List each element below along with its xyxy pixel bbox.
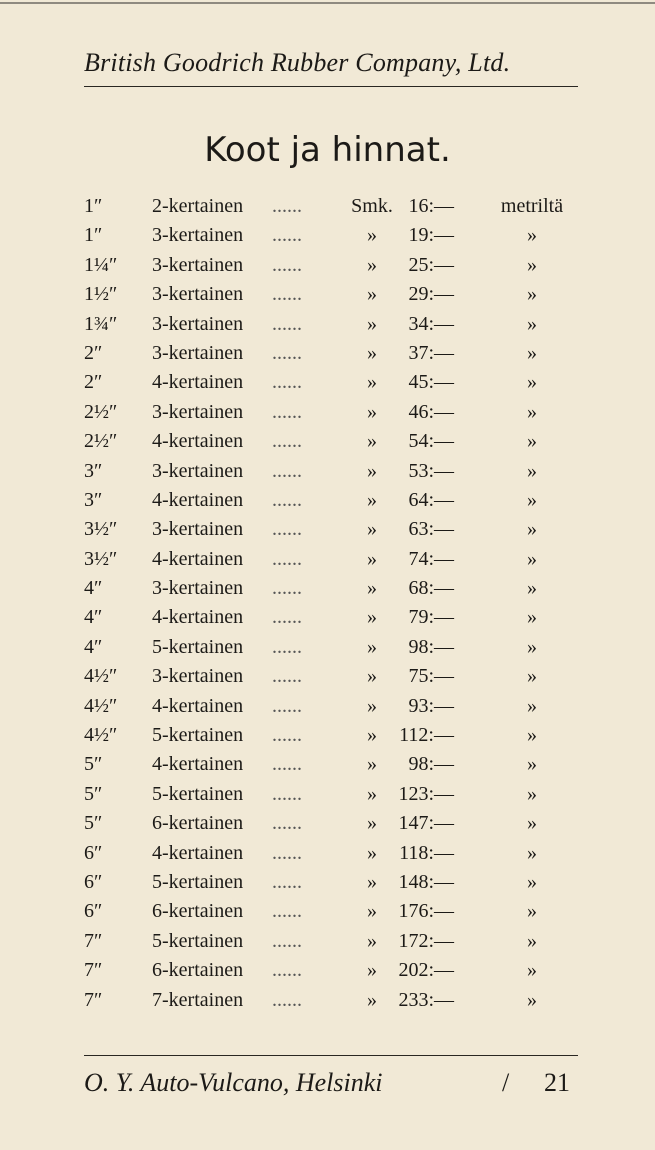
tire-size: 1½″ — [84, 283, 118, 306]
dot-leader: ...... — [272, 577, 302, 600]
currency: » — [367, 812, 377, 835]
price: 64: — [408, 488, 434, 511]
dot-leader: ...... — [272, 341, 302, 364]
tire-size: 4″ — [84, 606, 103, 629]
dot-leader: ...... — [272, 724, 302, 747]
unit-label: » — [527, 841, 537, 864]
dot-leader: ...... — [272, 606, 302, 629]
tire-size: 1″ — [84, 224, 103, 247]
dot-leader: ...... — [272, 195, 302, 217]
ply-label: 3-kertainen — [152, 341, 244, 364]
unit-label: » — [527, 929, 537, 952]
dot-leader: ...... — [272, 488, 302, 511]
ply-label: 4-kertainen — [152, 430, 244, 453]
unit-label: » — [527, 753, 537, 776]
price-dash: — — [434, 312, 454, 335]
table-row — [0, 515, 655, 544]
tire-size: 6″ — [84, 870, 103, 893]
price: 63: — [408, 518, 434, 541]
currency: » — [367, 253, 377, 276]
ply-label: 3-kertainen — [152, 224, 244, 247]
dot-leader: ...... — [272, 312, 302, 335]
tire-size: 6″ — [84, 900, 103, 923]
currency: » — [367, 371, 377, 394]
dot-leader: ...... — [272, 635, 302, 658]
unit-label: » — [527, 900, 537, 923]
currency: » — [367, 841, 377, 864]
unit-label: » — [527, 283, 537, 306]
unit-label: » — [527, 782, 537, 805]
price: 19: — [408, 224, 434, 247]
dot-leader: ...... — [272, 224, 302, 247]
ply-label: 7-kertainen — [152, 988, 244, 1011]
tire-size: 6″ — [84, 841, 103, 864]
price-dash: — — [434, 694, 454, 717]
tire-size: 4½″ — [84, 724, 118, 747]
price-dash: — — [434, 547, 454, 570]
ply-label: 6-kertainen — [152, 959, 244, 982]
unit-label: » — [527, 694, 537, 717]
tire-size: 4½″ — [84, 694, 118, 717]
price: 233: — [398, 988, 434, 1011]
price-dash: — — [434, 253, 454, 276]
dot-leader: ...... — [272, 900, 302, 923]
tire-size: 2″ — [84, 371, 103, 394]
price-dash: — — [434, 929, 454, 952]
dot-leader: ...... — [272, 959, 302, 982]
currency: » — [367, 870, 377, 893]
currency: » — [367, 577, 377, 600]
dot-leader: ...... — [272, 782, 302, 805]
price-dash: — — [434, 870, 454, 893]
unit-label: » — [527, 224, 537, 247]
price-dash: — — [434, 224, 454, 247]
dot-leader: ...... — [272, 870, 302, 893]
ply-label: 5-kertainen — [152, 870, 244, 893]
unit-label: » — [527, 400, 537, 423]
price: 25: — [408, 253, 434, 276]
table-row — [0, 956, 655, 985]
top-border-line — [0, 2, 655, 4]
ply-label: 3-kertainen — [152, 518, 244, 541]
price: 29: — [408, 283, 434, 306]
table-row — [0, 368, 655, 397]
currency: » — [367, 900, 377, 923]
table-row — [0, 839, 655, 868]
currency: » — [367, 929, 377, 952]
tire-size: 5″ — [84, 812, 103, 835]
currency: Smk. — [351, 195, 393, 217]
unit-label: » — [527, 518, 537, 541]
table-row — [0, 192, 655, 221]
ply-label: 6-kertainen — [152, 900, 244, 923]
price: 112: — [399, 724, 434, 747]
price-dash: — — [434, 753, 454, 776]
tire-size: 1¼″ — [84, 253, 118, 276]
footer-rule — [84, 1055, 578, 1056]
ply-label: 3-kertainen — [152, 665, 244, 688]
currency: » — [367, 312, 377, 335]
table-row — [0, 221, 655, 250]
ply-label: 5-kertainen — [152, 635, 244, 658]
table-row — [0, 780, 655, 809]
page-footer — [84, 1068, 584, 1102]
price-dash: — — [434, 782, 454, 805]
price-dash: — — [434, 812, 454, 835]
currency: » — [367, 518, 377, 541]
price-dash: — — [434, 724, 454, 747]
footer-separator: / — [502, 1068, 510, 1097]
table-row — [0, 633, 655, 662]
price-dash: — — [434, 371, 454, 394]
ply-label: 3-kertainen — [152, 459, 244, 482]
dot-leader: ...... — [272, 665, 302, 688]
price-dash: — — [434, 635, 454, 658]
unit-label: » — [527, 488, 537, 511]
price: 37: — [408, 341, 434, 364]
tire-size: 5″ — [84, 753, 103, 776]
ply-label: 4-kertainen — [152, 606, 244, 629]
price-dash: — — [434, 459, 454, 482]
tire-size: 4″ — [84, 577, 103, 600]
price-dash: — — [434, 430, 454, 453]
currency: » — [367, 488, 377, 511]
dot-leader: ...... — [272, 841, 302, 864]
currency: » — [367, 430, 377, 453]
unit-label: » — [527, 253, 537, 276]
price: 53: — [408, 459, 434, 482]
ply-label: 6-kertainen — [152, 812, 244, 835]
dot-leader: ...... — [272, 518, 302, 541]
table-row — [0, 427, 655, 456]
ply-label: 3-kertainen — [152, 312, 244, 335]
tire-size: 1″ — [84, 195, 103, 217]
price: 123: — [398, 782, 434, 805]
tire-size: 2½″ — [84, 400, 118, 423]
tire-size: 2″ — [84, 341, 103, 364]
price-dash: — — [434, 341, 454, 364]
tire-size: 4½″ — [84, 665, 118, 688]
price-dash: — — [434, 665, 454, 688]
currency: » — [367, 782, 377, 805]
tire-size: 1¾″ — [84, 312, 118, 335]
price-dash: — — [434, 195, 454, 217]
price-dash: — — [434, 841, 454, 864]
dot-leader: ...... — [272, 929, 302, 952]
price: 68: — [408, 577, 434, 600]
currency: » — [367, 694, 377, 717]
tire-size: 3½″ — [84, 547, 118, 570]
ply-label: 4-kertainen — [152, 547, 244, 570]
table-row — [0, 603, 655, 632]
dot-leader: ...... — [272, 430, 302, 453]
price-table — [0, 192, 655, 1015]
ply-label: 3-kertainen — [152, 577, 244, 600]
currency: » — [367, 400, 377, 423]
price-dash: — — [434, 518, 454, 541]
price: 45: — [408, 371, 434, 394]
price: 172: — [398, 929, 434, 952]
price: 98: — [408, 635, 434, 658]
currency: » — [367, 283, 377, 306]
tire-size: 7″ — [84, 988, 103, 1011]
price-dash: — — [434, 577, 454, 600]
price: 74: — [408, 547, 434, 570]
unit-label: » — [527, 812, 537, 835]
header-rule — [84, 86, 578, 87]
tire-size: 4″ — [84, 635, 103, 658]
table-row — [0, 251, 655, 280]
table-row — [0, 457, 655, 486]
price: 93: — [408, 694, 434, 717]
page-number: 21 — [544, 1068, 570, 1097]
price: 16: — [408, 195, 434, 217]
price: 54: — [408, 430, 434, 453]
price-dash: — — [434, 283, 454, 306]
currency: » — [367, 459, 377, 482]
ply-label: 4-kertainen — [152, 371, 244, 394]
tire-size: 3½″ — [84, 518, 118, 541]
price-dash: — — [434, 959, 454, 982]
currency: » — [367, 547, 377, 570]
ply-label: 4-kertainen — [152, 841, 244, 864]
unit-label: » — [527, 724, 537, 747]
dot-leader: ...... — [272, 988, 302, 1011]
unit-label: » — [527, 870, 537, 893]
unit-label: » — [527, 312, 537, 335]
currency: » — [367, 665, 377, 688]
table-row — [0, 750, 655, 779]
unit-label: » — [527, 635, 537, 658]
ply-label: 5-kertainen — [152, 929, 244, 952]
currency: » — [367, 724, 377, 747]
table-row — [0, 809, 655, 838]
dot-leader: ...... — [272, 459, 302, 482]
publisher-imprint: O. Y. Auto-Vulcano, Helsinki — [84, 1068, 383, 1097]
price: 75: — [408, 665, 434, 688]
currency: » — [367, 959, 377, 982]
table-row — [0, 927, 655, 956]
table-row — [0, 280, 655, 309]
dot-leader: ...... — [272, 371, 302, 394]
currency: » — [367, 635, 377, 658]
price-dash: — — [434, 606, 454, 629]
tire-size: 7″ — [84, 959, 103, 982]
price: 147: — [398, 812, 434, 835]
page-heading: Koot ja hinnat. — [204, 130, 451, 170]
table-row — [0, 310, 655, 339]
unit-label: » — [527, 988, 537, 1011]
unit-label: » — [527, 665, 537, 688]
price-dash: — — [434, 988, 454, 1011]
price: 202: — [398, 959, 434, 982]
table-row — [0, 692, 655, 721]
ply-label: 5-kertainen — [152, 782, 244, 805]
unit-label: » — [527, 547, 537, 570]
unit-label: » — [527, 430, 537, 453]
unit-label: » — [527, 577, 537, 600]
price: 46: — [408, 400, 434, 423]
ply-label: 4-kertainen — [152, 753, 244, 776]
table-row — [0, 721, 655, 750]
table-row — [0, 868, 655, 897]
unit-label: metriltä — [500, 195, 564, 217]
ply-label: 4-kertainen — [152, 488, 244, 511]
dot-leader: ...... — [272, 400, 302, 423]
currency: » — [367, 341, 377, 364]
table-row — [0, 398, 655, 427]
table-row — [0, 545, 655, 574]
dot-leader: ...... — [272, 812, 302, 835]
price: 98: — [408, 753, 434, 776]
price: 118: — [399, 841, 434, 864]
tire-size: 3″ — [84, 488, 103, 511]
ply-label: 4-kertainen — [152, 694, 244, 717]
ply-label: 5-kertainen — [152, 724, 244, 747]
currency: » — [367, 753, 377, 776]
unit-label: » — [527, 341, 537, 364]
running-header: British Goodrich Rubber Company, Ltd. — [84, 48, 511, 77]
unit-label: » — [527, 459, 537, 482]
price: 176: — [398, 900, 434, 923]
table-row — [0, 574, 655, 603]
table-row — [0, 986, 655, 1015]
table-row — [0, 486, 655, 515]
unit-label: » — [527, 959, 537, 982]
unit-label: » — [527, 606, 537, 629]
dot-leader: ...... — [272, 253, 302, 276]
ply-label: 2-kertainen — [152, 195, 244, 217]
price-dash: — — [434, 400, 454, 423]
unit-label: » — [527, 371, 537, 394]
price-dash: — — [434, 900, 454, 923]
currency: » — [367, 224, 377, 247]
price: 34: — [408, 312, 434, 335]
currency: » — [367, 606, 377, 629]
ply-label: 3-kertainen — [152, 283, 244, 306]
dot-leader: ...... — [272, 547, 302, 570]
dot-leader: ...... — [272, 283, 302, 306]
price: 79: — [408, 606, 434, 629]
price-dash: — — [434, 488, 454, 511]
table-row — [0, 662, 655, 691]
ply-label: 3-kertainen — [152, 400, 244, 423]
currency: » — [367, 988, 377, 1011]
tire-size: 5″ — [84, 782, 103, 805]
ply-label: 3-kertainen — [152, 253, 244, 276]
tire-size: 2½″ — [84, 430, 118, 453]
dot-leader: ...... — [272, 753, 302, 776]
table-row — [0, 897, 655, 926]
tire-size: 3″ — [84, 459, 103, 482]
price: 148: — [398, 870, 434, 893]
dot-leader: ...... — [272, 694, 302, 717]
tire-size: 7″ — [84, 929, 103, 952]
table-row — [0, 339, 655, 368]
